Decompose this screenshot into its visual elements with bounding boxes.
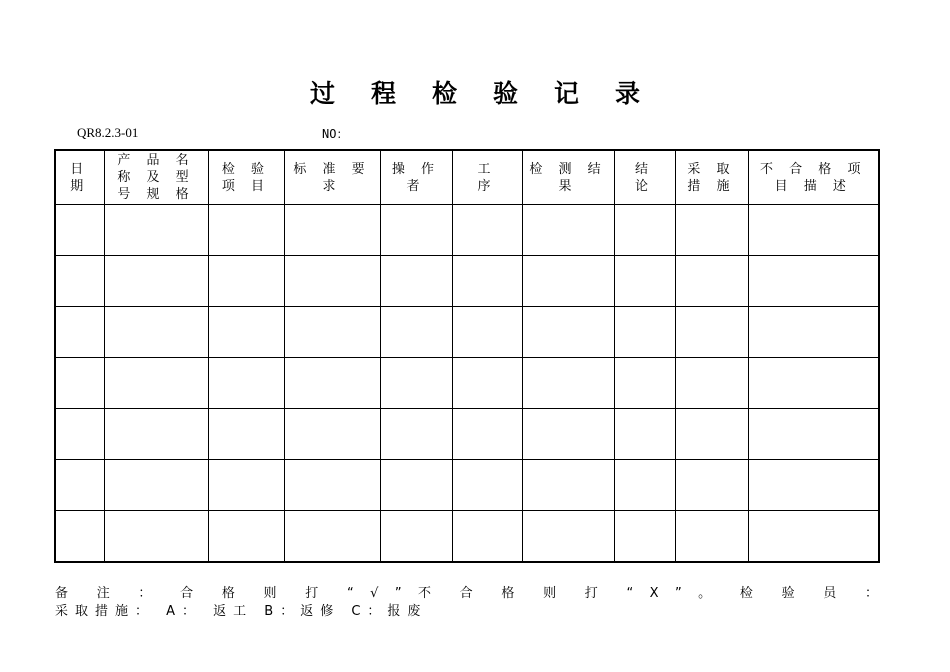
column-header: 采 取 措 施 [675, 150, 748, 205]
table-cell[interactable] [104, 409, 208, 460]
table-cell[interactable] [522, 511, 614, 563]
table-cell[interactable] [380, 205, 452, 256]
table-cell[interactable] [452, 511, 522, 563]
table-cell[interactable] [675, 511, 748, 563]
table-cell[interactable] [452, 358, 522, 409]
table-cell[interactable] [614, 205, 675, 256]
table-cell[interactable] [614, 409, 675, 460]
table-cell[interactable] [522, 460, 614, 511]
table-row [55, 205, 879, 256]
column-header: 操 作 者 [380, 150, 452, 205]
table-cell[interactable] [208, 205, 284, 256]
table-cell[interactable] [55, 307, 104, 358]
table-row [55, 460, 879, 511]
table-cell[interactable] [284, 256, 380, 307]
table-cell[interactable] [104, 511, 208, 563]
table-cell[interactable] [104, 460, 208, 511]
table-cell[interactable] [208, 409, 284, 460]
table-cell[interactable] [748, 511, 879, 563]
table-cell[interactable] [55, 358, 104, 409]
table-cell[interactable] [452, 307, 522, 358]
table-cell[interactable] [748, 409, 879, 460]
table-cell[interactable] [380, 511, 452, 563]
table-cell[interactable] [522, 307, 614, 358]
table-cell[interactable] [284, 460, 380, 511]
table-cell[interactable] [452, 256, 522, 307]
table-cell[interactable] [284, 358, 380, 409]
table-cell[interactable] [522, 205, 614, 256]
column-header: 工 序 [452, 150, 522, 205]
column-header: 结 论 [614, 150, 675, 205]
table-cell[interactable] [284, 511, 380, 563]
table-cell[interactable] [614, 460, 675, 511]
table-cell[interactable] [55, 205, 104, 256]
column-header: 日 期 [55, 150, 104, 205]
table-cell[interactable] [284, 307, 380, 358]
table-cell[interactable] [380, 409, 452, 460]
number-label: NO： [322, 127, 349, 141]
table-cell[interactable] [380, 358, 452, 409]
table-cell[interactable] [522, 358, 614, 409]
table-cell[interactable] [748, 205, 879, 256]
table-cell[interactable] [55, 460, 104, 511]
table-cell[interactable] [284, 409, 380, 460]
table-cell[interactable] [208, 460, 284, 511]
table-cell[interactable] [104, 256, 208, 307]
table-cell[interactable] [55, 511, 104, 563]
table-cell[interactable] [284, 205, 380, 256]
table-cell[interactable] [452, 460, 522, 511]
table-row [55, 409, 879, 460]
table-cell[interactable] [614, 511, 675, 563]
table-cell[interactable] [55, 256, 104, 307]
table-cell[interactable] [380, 256, 452, 307]
table-cell[interactable] [208, 307, 284, 358]
column-header: 产 品 名 称 及 型 号 规 格 [104, 150, 208, 205]
page-title: 过程检验记录 [309, 79, 676, 108]
measures-line: 采取措施： A： 返工 B：返修 C：报废 [55, 604, 428, 619]
column-header: 不 合 格 项 目 描 述 [748, 150, 879, 205]
table-cell[interactable] [104, 358, 208, 409]
table-cell[interactable] [748, 307, 879, 358]
form-code: QR8.2.3-01 [77, 125, 139, 140]
table-cell[interactable] [614, 358, 675, 409]
table-cell[interactable] [452, 409, 522, 460]
table-cell[interactable] [675, 205, 748, 256]
table-cell[interactable] [748, 358, 879, 409]
table-cell[interactable] [380, 307, 452, 358]
table-cell[interactable] [208, 358, 284, 409]
table-cell[interactable] [675, 358, 748, 409]
table-cell[interactable] [675, 256, 748, 307]
table-cell[interactable] [522, 256, 614, 307]
table-cell[interactable] [675, 460, 748, 511]
column-header: 检 测 结 果 [522, 150, 614, 205]
table-cell[interactable] [55, 409, 104, 460]
table-row [55, 256, 879, 307]
table-cell[interactable] [104, 205, 208, 256]
table-cell[interactable] [208, 511, 284, 563]
column-header: 检 验 项 目 [208, 150, 284, 205]
table-header-row [55, 150, 879, 205]
table-row [55, 511, 879, 563]
table-cell[interactable] [104, 307, 208, 358]
notes-line: 备 注 ： 合 格 则 打 “ √ ” 不 合 格 则 打 “ X ” 。 检 验 员 ： [55, 586, 878, 601]
table-cell[interactable] [614, 256, 675, 307]
table-cell[interactable] [748, 256, 879, 307]
inspection-record-table [54, 149, 880, 563]
table-cell[interactable] [748, 460, 879, 511]
column-header: 标 准 要 求 [284, 150, 380, 205]
table-cell[interactable] [380, 460, 452, 511]
table-cell[interactable] [675, 307, 748, 358]
table-cell[interactable] [452, 205, 522, 256]
table-cell[interactable] [675, 409, 748, 460]
table-row [55, 358, 879, 409]
table-cell[interactable] [208, 256, 284, 307]
table-cell[interactable] [522, 409, 614, 460]
table-row [55, 307, 879, 358]
table-cell[interactable] [614, 307, 675, 358]
